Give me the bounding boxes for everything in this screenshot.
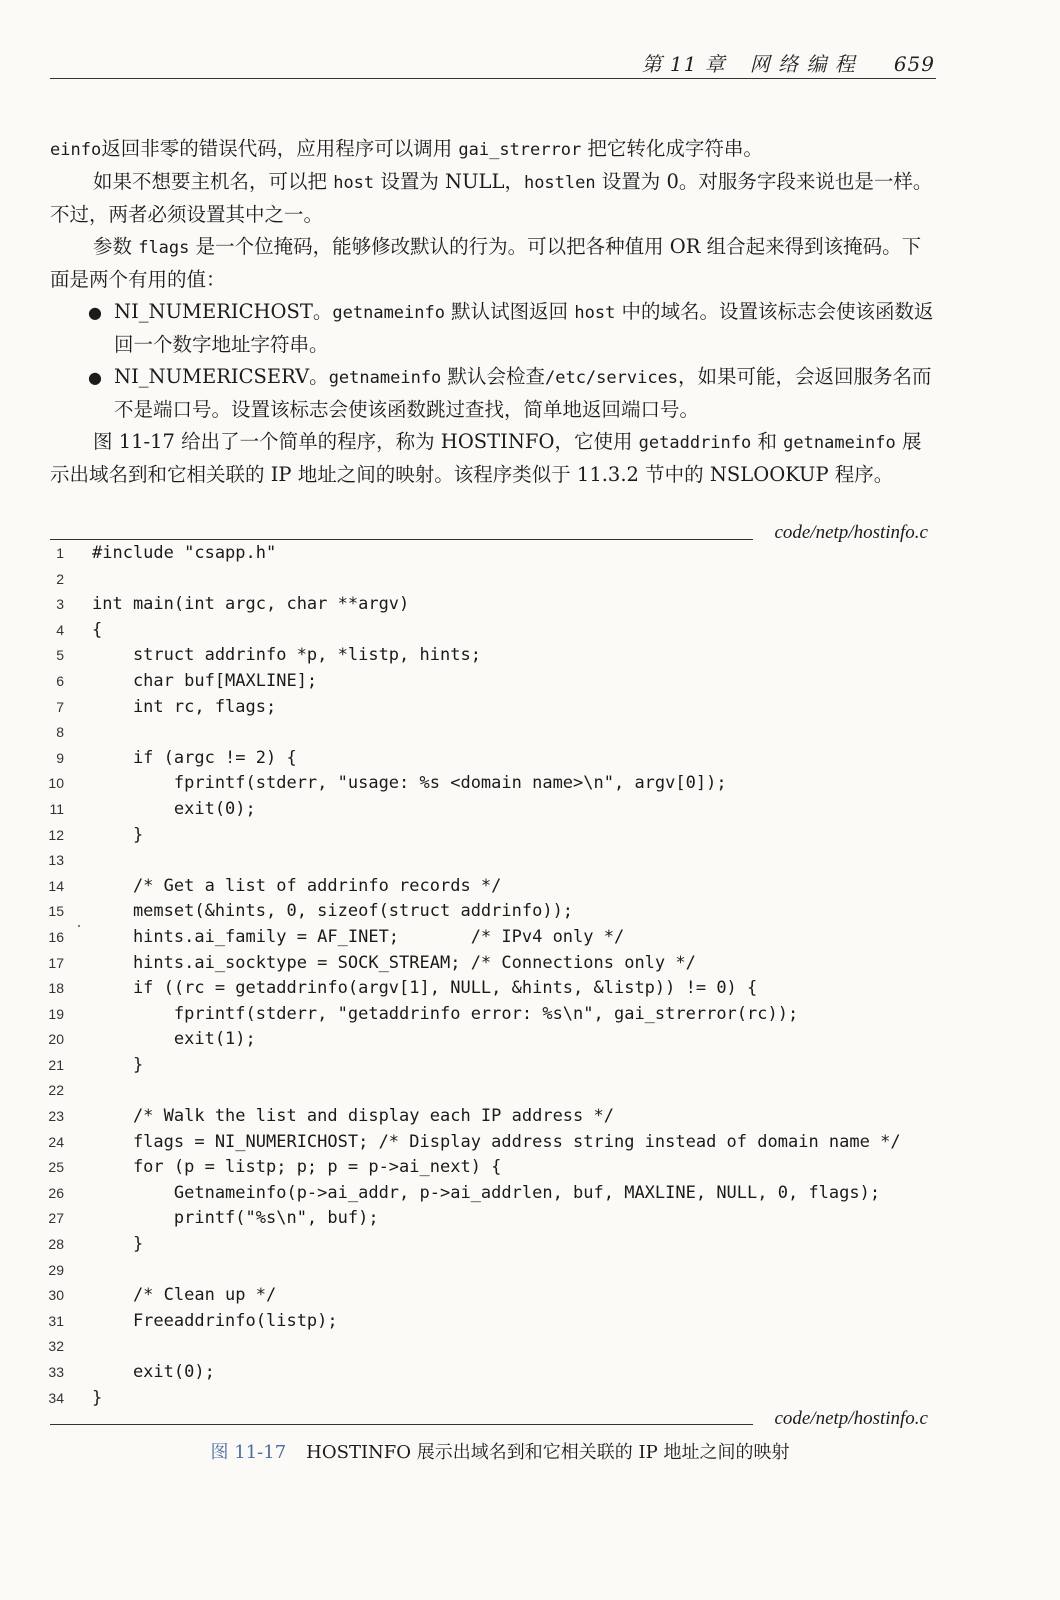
paragraph [50, 426, 938, 491]
text-run: 设置为 NULL， [374, 170, 524, 193]
line-number: 27 [48, 1210, 64, 1227]
line-number: 9 [56, 749, 64, 766]
code-line [0, 618, 1000, 644]
line-number: 5 [56, 647, 64, 664]
chapter-label: 第 11 章 [641, 52, 726, 76]
line-number: 3 [56, 596, 64, 613]
line-number: 33 [48, 1364, 64, 1380]
line-number: 26 [48, 1184, 64, 1201]
code-line [0, 643, 1000, 669]
code-text: fprintf(stderr, "usage: %s <domain name>\n", argv[0]); [92, 773, 727, 794]
text-run: 默认试图返回 [444, 300, 575, 323]
code-text: memset(&hints, 0, sizeof(struct addrinfo)); [92, 901, 574, 922]
line-number: 32 [48, 1338, 64, 1355]
code-line [0, 925, 1000, 951]
page-number: 659 [893, 52, 935, 76]
text-run: 中的域名。设置该标志会使该函数返回一个数字地址字符串。 [114, 300, 934, 356]
text-run: 返回非零的错误代码，应用程序可以调用 [101, 137, 459, 160]
code-line [0, 1130, 1000, 1156]
line-number: 2 [56, 570, 64, 587]
inline-code: hostlen [523, 173, 596, 193]
code-line [0, 695, 1000, 721]
bullet-item [50, 296, 938, 361]
code-text: if ((rc = getaddrinfo(argv[1], NULL, &hints, &listp)) != 0) { [92, 978, 758, 999]
figure-caption [0, 1438, 1000, 1464]
code-line [0, 771, 1000, 797]
code-line [0, 669, 1000, 695]
text-run: ，如果可能，会返回服务名而不是端口号。设置该标志会使该函数跳过查找，简单地返回端口号。 [114, 365, 932, 421]
code-bottom-rule [50, 1424, 753, 1425]
code-text: hints.ai_socktype = SOCK_STREAM; /* Connections only */ [92, 952, 696, 973]
code-text: hints.ai_family = AF_INET; /* IPv4 only */ [92, 926, 625, 947]
bullet-item [50, 361, 938, 426]
code-line [0, 1360, 1000, 1386]
code-line [0, 899, 1000, 925]
code-line [0, 720, 1000, 746]
scan-speck [78, 925, 80, 927]
text-run: 默认会检查 [441, 365, 545, 388]
paragraph [50, 231, 938, 296]
code-text: /* Walk the list and display each IP address */ [92, 1106, 614, 1127]
code-line [0, 592, 1000, 618]
line-number: 6 [56, 672, 64, 689]
line-number: 29 [48, 1261, 64, 1278]
text-run: 参数 [93, 235, 139, 258]
line-number: 31 [48, 1312, 64, 1329]
code-text: } [92, 1054, 144, 1075]
code-line [0, 797, 1000, 823]
code-text: for (p = listp; p; p = p->ai_next) { [92, 1157, 502, 1178]
code-line [0, 1232, 1000, 1258]
line-number: 21 [48, 1056, 64, 1073]
figure-number: 图 11-17 [210, 1442, 287, 1463]
code-text: struct addrinfo *p, *listp, hints; [92, 645, 481, 666]
code-line [0, 1283, 1000, 1309]
line-number: 34 [48, 1389, 64, 1406]
code-line [0, 1258, 1000, 1284]
inline-code: einfo [50, 140, 102, 160]
line-number: 8 [56, 724, 64, 741]
code-text: } [92, 1387, 103, 1408]
line-number: 7 [56, 698, 64, 715]
line-number: 24 [48, 1133, 64, 1150]
code-text: if (argc != 2) { [92, 747, 297, 768]
line-number: 11 [49, 800, 64, 817]
code-top-rule [50, 539, 753, 540]
code-text: /* Clean up */ [92, 1285, 277, 1306]
line-number: 15 [48, 903, 64, 920]
line-number: 12 [48, 826, 64, 843]
text-run: NI_NUMERICSERV。 [114, 365, 329, 388]
chapter-title: 网 络 编 程 [749, 52, 856, 76]
code-line [0, 541, 1000, 567]
line-number: 20 [48, 1031, 64, 1048]
line-number: 19 [48, 1005, 64, 1022]
code-file-label-top: code/netp/hostinfo.c [774, 522, 928, 543]
code-text: Getnameinfo(p->ai_addr, p->ai_addrlen, buf, MAXLINE, NULL, 0, flags); [92, 1182, 881, 1203]
text-run: 如果不想要主机名，可以把 [93, 170, 334, 193]
code-text: int rc, flags; [92, 696, 277, 717]
bullet-icon: ● [88, 303, 102, 322]
inline-code: flags [138, 238, 190, 258]
code-text: exit(1); [92, 1029, 256, 1050]
inline-code: getnameinfo [332, 303, 445, 323]
text-run: 是一个位掩码，能够修改默认的行为。可以把各种值用 OR 组合起来得到该掩码。下面是两个有用的值： [50, 235, 922, 291]
code-text: #include "csapp.h" [92, 543, 277, 563]
code-text: { [92, 619, 103, 640]
code-line [0, 1104, 1000, 1130]
header-rule [50, 78, 936, 79]
code-line [0, 823, 1000, 849]
line-number: 1 [56, 545, 64, 561]
code-text: exit(0); [92, 798, 256, 819]
code-line [0, 1053, 1000, 1079]
code-line [0, 1309, 1000, 1335]
line-number: 13 [48, 852, 64, 869]
paragraph [50, 133, 938, 166]
text-run: NI_NUMERICHOST。 [114, 300, 333, 323]
line-number: 14 [48, 877, 64, 894]
inline-code: getnameinfo [783, 433, 896, 453]
code-file-label-bottom: code/netp/hostinfo.c [774, 1408, 928, 1429]
line-number: 18 [48, 980, 64, 997]
code-line [0, 848, 1000, 874]
running-head [0, 48, 935, 77]
inline-code: /etc/services [544, 368, 679, 388]
text-run: 和 [751, 430, 784, 453]
code-text: int main(int argc, char **argv) [92, 594, 410, 615]
code-line [0, 1206, 1000, 1232]
line-number: 28 [48, 1236, 64, 1253]
code-line [0, 1155, 1000, 1181]
line-number: 4 [56, 621, 64, 638]
code-line [0, 951, 1000, 977]
code-line [0, 1027, 1000, 1053]
line-number: 16 [48, 928, 64, 945]
inline-code: host [574, 303, 616, 323]
code-line [0, 1078, 1000, 1104]
code-line [0, 874, 1000, 900]
line-number: 10 [48, 775, 64, 792]
body-text [50, 133, 938, 491]
text-run: 把它转化成字符串。 [581, 137, 763, 160]
bullet-icon: ● [88, 368, 102, 387]
inline-code: gai_strerror [458, 140, 582, 160]
code-text: /* Get a list of addrinfo records */ [92, 875, 502, 896]
line-number: 25 [48, 1159, 64, 1176]
code-line [0, 1181, 1000, 1207]
code-text: char buf[MAXLINE]; [92, 670, 318, 691]
code-line [0, 746, 1000, 772]
code-text: fprintf(stderr, "getaddrinfo error: %s\n", gai_strerror(rc)); [92, 1003, 799, 1024]
code-text: exit(0); [92, 1362, 215, 1382]
code-line [0, 567, 1000, 593]
text-run: 图 11-17 给出了一个简单的程序，称为 HOSTINFO，它使用 [93, 430, 639, 453]
text-run: 展示出域名到和它相关联的 IP 地址之间的映射。该程序类似于 11.3.2 节中的 NSLOOKUP 程序。 [50, 430, 922, 486]
code-listing [0, 541, 1000, 1411]
code-text: } [92, 1234, 144, 1255]
code-line [0, 976, 1000, 1002]
code-text: Freeaddrinfo(listp); [92, 1310, 338, 1331]
line-number: 30 [48, 1287, 64, 1304]
inline-code: host [333, 173, 375, 193]
text-run: 设置为 0。对服务字段来说也是一样。不过，两者必须设置其中之一。 [50, 170, 933, 226]
code-text: flags = NI_NUMERICHOST; /* Display address string instead of domain name */ [92, 1131, 901, 1152]
figure-caption-text: HOSTINFO 展示出域名到和它相关联的 IP 地址之间的映射 [306, 1442, 790, 1463]
paragraph [50, 166, 938, 231]
code-line [0, 1002, 1000, 1028]
code-text: printf("%s\n", buf); [92, 1208, 379, 1229]
code-text: } [92, 824, 144, 845]
line-number: 17 [48, 954, 64, 971]
inline-code: getaddrinfo [638, 433, 752, 453]
code-line [0, 1334, 1000, 1360]
inline-code: getnameinfo [328, 368, 442, 388]
line-number: 22 [48, 1082, 64, 1099]
line-number: 23 [48, 1108, 64, 1125]
